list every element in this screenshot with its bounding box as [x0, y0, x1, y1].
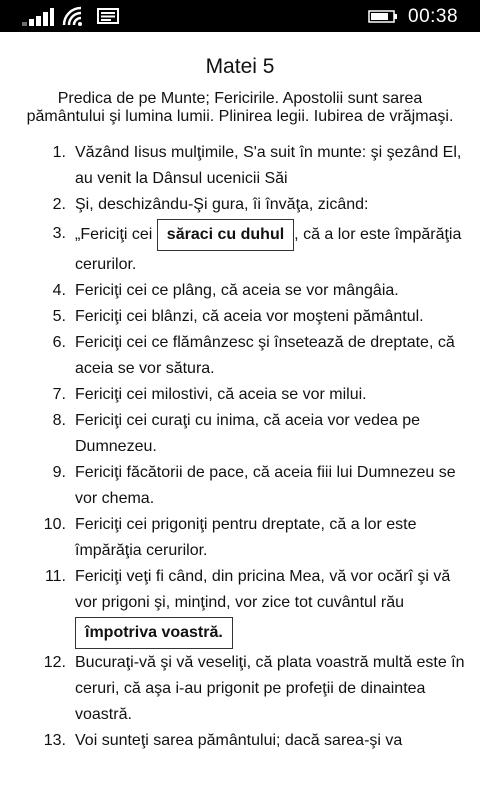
battery-icon — [368, 10, 398, 23]
verse-text: Fericiţi cei ce plâng, că aceia se vor mângâia. — [75, 282, 399, 299]
verse-number: 12. — [43, 654, 66, 671]
verse-number: 4. — [52, 282, 66, 299]
verse-text-after: , că a lor este împărăţia cerurilor. — [75, 226, 462, 273]
verse-2[interactable] — [0, 192, 480, 218]
clock-time: 00:38 — [408, 6, 459, 27]
verse-text: Fericiţi cei ce flămânzesc şi însetează de dreptate, că aceia se vor sătura. — [75, 334, 455, 377]
wifi-icon — [62, 6, 84, 26]
verse-7[interactable] — [0, 382, 480, 408]
verse-12[interactable] — [0, 650, 480, 728]
verse-1[interactable] — [0, 140, 480, 192]
verse-text: Fericiţi cei curaţi cu inima, că aceia vor vedea pe Dumnezeu. — [75, 412, 421, 455]
verse-number: 2. — [52, 196, 66, 213]
verse-number: 5. — [52, 308, 66, 325]
verse-3[interactable] — [0, 218, 480, 278]
message-icon — [97, 8, 119, 24]
verse-number: 10. — [43, 516, 66, 533]
chapter-title: Matei 5 — [205, 55, 275, 78]
verse-number: 9. — [52, 464, 66, 481]
chapter-view[interactable] — [0, 32, 480, 754]
verse-text: Fericiţi cei milostivi, că aceia se vor milui. — [75, 386, 367, 403]
verse-text: Fericiţi cei prigoniţi pentru dreptate, că a lor este împărăţia cerurilor. — [75, 516, 417, 559]
highlighted-phrase[interactable]: săraci cu duhul — [157, 219, 294, 251]
verse-4[interactable] — [0, 278, 480, 304]
verse-8[interactable] — [0, 408, 480, 460]
verse-number: 8. — [52, 412, 66, 429]
verse-number: 1. — [52, 144, 66, 161]
verse-text-before: Fericiţi veţi fi când, din pricina Mea, vă vor ocărî şi vă vor prigoni şi, minţind, vor zice tot cuvântul rău — [75, 568, 451, 611]
verse-text: Văzând Iisus mulţimile, S'a suit în munte: şi şezând El, au venit la Dânsul ucenicii Săi — [75, 144, 462, 187]
verse-number: 13. — [43, 732, 66, 749]
verse-5[interactable] — [0, 304, 480, 330]
verse-6[interactable] — [0, 330, 480, 382]
verse-number: 3. — [52, 225, 66, 242]
chapter-summary: Predica de pe Munte; Fericirile. Apostolii sunt sarea pământului şi lumina lumii. Plinirea legii. Iubirea de vrăjmaşi. — [26, 90, 454, 125]
verse-11[interactable] — [0, 564, 480, 650]
signal-strength-icon — [22, 8, 54, 26]
verse-text: Bucuraţi-vă şi vă veseliţi, că plata voastră multă este în ceruri, că aşa i-au prigonit pe profeţii de dinaintea voastră. — [75, 654, 465, 723]
verse-number: 7. — [52, 386, 66, 403]
verse-list — [0, 140, 480, 754]
verse-13[interactable] — [0, 728, 480, 754]
verse-9[interactable] — [0, 460, 480, 512]
verse-text: Şi, deschizându-Şi gura, îi învăţa, zicând: — [75, 196, 369, 213]
verse-text-before: „Fericiţi cei — [75, 226, 153, 244]
highlighted-phrase[interactable]: împotriva voastră. — [75, 617, 233, 649]
verse-text: Fericiţi făcătorii de pace, că aceia fiii lui Dumnezeu se vor chema. — [75, 464, 456, 507]
verse-text: Fericiţi cei blânzi, că aceia vor moşteni pământul. — [75, 308, 424, 325]
verse-number: 11. — [44, 568, 66, 585]
verse-10[interactable] — [0, 512, 480, 564]
status-bar — [0, 0, 480, 32]
verse-number: 6. — [52, 334, 66, 351]
verse-text: Voi sunteţi sarea pământului; dacă sarea-şi va — [75, 732, 403, 749]
